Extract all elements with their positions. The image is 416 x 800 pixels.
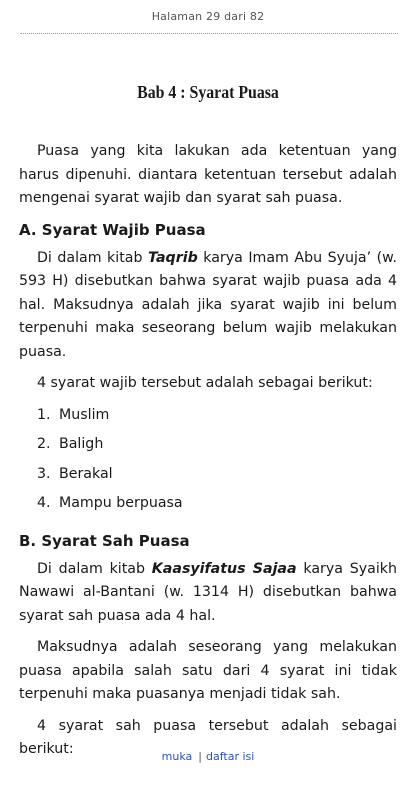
section-heading-sah: B. Syarat Sah Puasa — [19, 531, 190, 550]
sah-source-paragraph — [19, 558, 397, 629]
text-span: Di dalam kitab — [37, 249, 148, 266]
text-span: karya Syaikh Nawawi al-Bantani (w. 1314 H) disebutkan bahwa syarat sah puasa ada 4 hal. — [19, 560, 397, 624]
wajib-source-paragraph — [19, 247, 397, 365]
list-text: Muslim — [59, 406, 110, 423]
list-text: Berakal — [59, 465, 113, 482]
page-footer — [0, 750, 416, 763]
text-span: karya Imam Abu Syuja’ (w. 593 H) disebutkan bahwa syarat wajib puasa ada 4 hal. Maksudnya adalah jika syarat wajib ini belum terpenuhi maka seseorang belum wajib melakukan puasa. — [19, 249, 397, 360]
sah-list-intro: 4 syarat sah puasa tersebut adalah sebagai berikut: — [19, 717, 397, 757]
chapter-content — [19, 140, 397, 770]
chapter-title: Bab 4 : Syarat Puasa — [137, 82, 279, 102]
list-item — [19, 404, 397, 434]
wajib-list-intro: 4 syarat wajib tersebut adalah sebagai berikut: — [37, 375, 373, 391]
list-text: Mampu berpuasa — [59, 495, 183, 511]
home-link[interactable]: muka — [161, 750, 193, 763]
list-number: 3. — [37, 465, 51, 482]
page-indicator: Halaman 29 dari 82 — [151, 10, 265, 23]
book-title-taqrib: Taqrib — [147, 249, 198, 266]
book-title-kaasyifatus-sajaa: Kaasyifatus Sajaa — [151, 560, 297, 577]
list-number: 4. — [37, 495, 51, 511]
list-number: 1. — [37, 406, 51, 423]
list-text: Baligh — [59, 436, 104, 452]
intro-paragraph: Puasa yang kita lakukan ada ketentuan yang harus dipenuhi. diantara ketentuan tersebut adalah mengenai syarat wajib dan syarat sah puasa. — [19, 143, 397, 206]
list-item — [19, 433, 397, 463]
table-of-contents-link[interactable]: daftar isi — [206, 750, 255, 763]
text-span: Di dalam kitab — [37, 560, 152, 577]
list-item — [19, 463, 397, 493]
section-heading-wajib: A. Syarat Wajib Puasa — [19, 220, 206, 239]
list-number: 2. — [37, 436, 51, 452]
footer-separator: | — [198, 750, 202, 763]
wajib-requirements-list — [19, 404, 397, 522]
list-item — [19, 492, 397, 522]
sah-meaning-paragraph: Maksudnya adalah seseorang yang melakukan puasa apabila salah satu dari 4 syarat ini tidak terpenuhi maka puasanya menjadi tidak sah. — [19, 639, 397, 702]
header-divider — [20, 33, 398, 34]
